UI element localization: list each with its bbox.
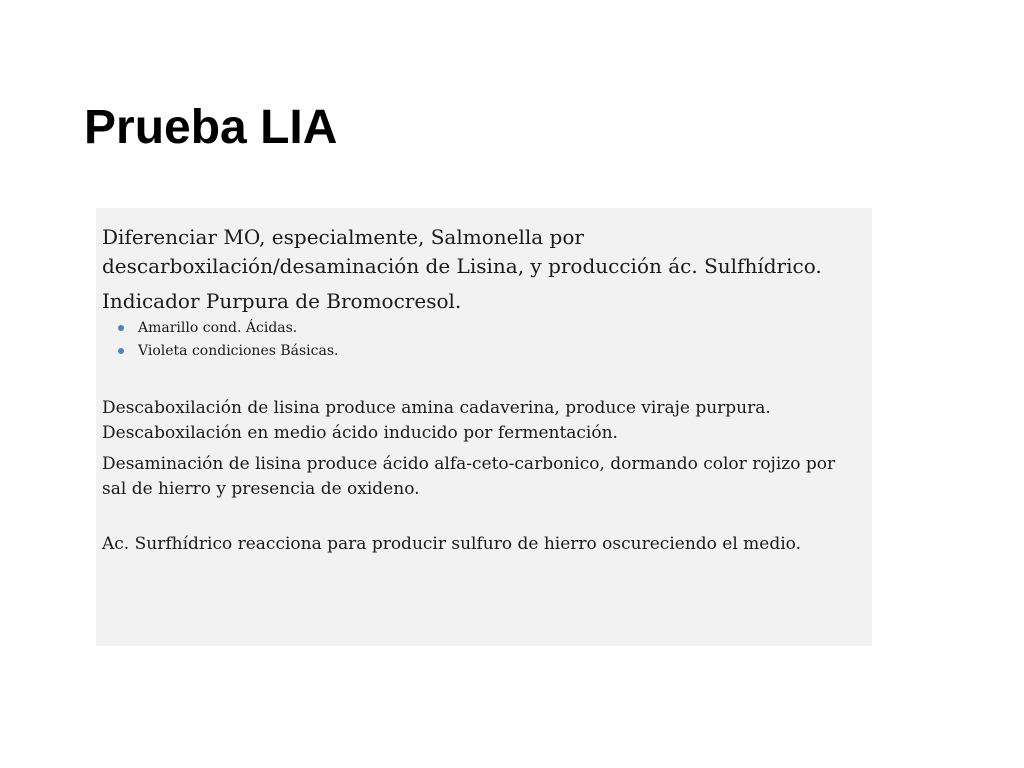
indicator-text: Indicador Purpura de Bromocresol. <box>102 289 462 313</box>
bullet-item-label: Amarillo cond. Ácidas. <box>138 320 298 336</box>
bullet-dot-icon <box>118 348 124 354</box>
bullet-item-acid <box>116 317 852 340</box>
decarboxylation-paragraph: Descaboxilación de lisina produce amina cadaverina, produce viraje purpura. Descaboxilación en medio ácido inducido por fermentación. <box>102 398 771 443</box>
bullet-dot-icon <box>118 325 124 331</box>
content-panel <box>96 208 872 646</box>
hydrogen-sulfide-paragraph: Ac. Surfhídrico reacciona para producir sulfuro de hierro oscureciendo el medio. <box>102 534 802 554</box>
bullet-item-label: Violeta condiciones Básicas. <box>138 343 339 359</box>
indicator-bullet-list <box>102 317 852 363</box>
bullet-item-basic <box>116 340 852 363</box>
slide-title: Prueba LIA <box>84 101 338 154</box>
objective-text: Diferenciar MO, especialmente, Salmonella por descarboxilación/desaminación de Lisina, y producción ác. Sulfhídrico. <box>102 225 822 278</box>
deamination-paragraph: Desaminación de lisina produce ácido alfa-ceto-carbonico, dormando color rojizo por sal de hierro y presencia de oxideno. <box>102 454 836 499</box>
